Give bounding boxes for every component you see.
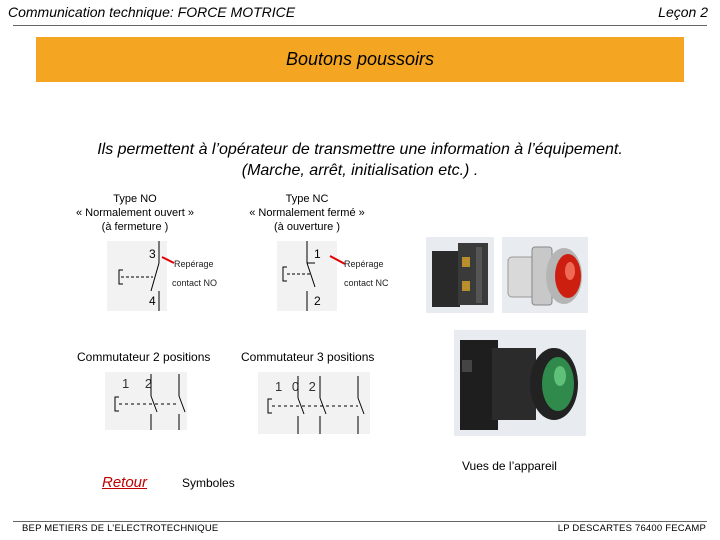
green-push-button-image xyxy=(454,330,586,436)
commut2-symbol xyxy=(105,372,187,430)
footer-right: LP DESCARTES 76400 FECAMP xyxy=(557,523,706,534)
retour-link[interactable]: Retour xyxy=(102,474,148,491)
footer-left: BEP METIERS DE L’ELECTROTECHNIQUE xyxy=(22,523,219,534)
nc-contact-symbol xyxy=(277,241,337,311)
commut3-title: Commutateur 3 positions xyxy=(241,350,375,364)
header-lesson-number: Leçon 2 xyxy=(658,4,708,20)
nc-contact-label: contact NC xyxy=(344,278,389,288)
no-contact-symbol xyxy=(107,241,167,311)
nc-terminal-bottom: 2 xyxy=(314,294,321,308)
no-contact-label: contact NO xyxy=(172,278,218,288)
type-no-description: « Normalement ouvert » xyxy=(76,207,194,219)
type-nc-function: (à ouverture ) xyxy=(273,221,341,233)
commut3-positions: 1 0 2 xyxy=(275,379,319,394)
intro-line-2: (Marche, arrêt, initialisation etc.) . xyxy=(241,162,479,179)
type-nc-title: Type NC xyxy=(285,193,329,205)
no-terminal-bottom: 4 xyxy=(149,294,156,308)
intro-line-1: Ils permettent à l’opérateur de transmettre une information à l’équipement. xyxy=(97,141,623,158)
symboles-label: Symboles xyxy=(182,476,235,490)
type-no-caption xyxy=(40,192,230,234)
commut3-symbol xyxy=(258,372,370,434)
contact-block-image xyxy=(426,237,494,313)
type-no-title: Type NO xyxy=(113,193,157,205)
views-caption: Vues de l’appareil xyxy=(462,459,557,473)
title-banner xyxy=(36,37,684,82)
type-nc-description: « Normalement fermé » xyxy=(249,207,365,219)
nc-terminal-top: 1 xyxy=(314,247,321,261)
header-divider xyxy=(13,25,707,26)
type-no-function: (à fermeture ) xyxy=(101,221,169,233)
type-nc-caption xyxy=(212,192,402,234)
footer-divider xyxy=(13,521,707,522)
nc-repere-label: Repérage xyxy=(344,259,384,269)
red-push-button-image xyxy=(502,237,588,313)
no-repere-label: Repérage xyxy=(174,259,214,269)
page-title: Boutons poussoirs xyxy=(285,49,435,69)
header-course-title: Communication technique: FORCE MOTRICE xyxy=(8,4,296,20)
commut2-title: Commutateur 2 positions xyxy=(77,350,211,364)
commut2-positions: 1 2 xyxy=(122,376,159,391)
no-terminal-top: 3 xyxy=(149,247,156,261)
